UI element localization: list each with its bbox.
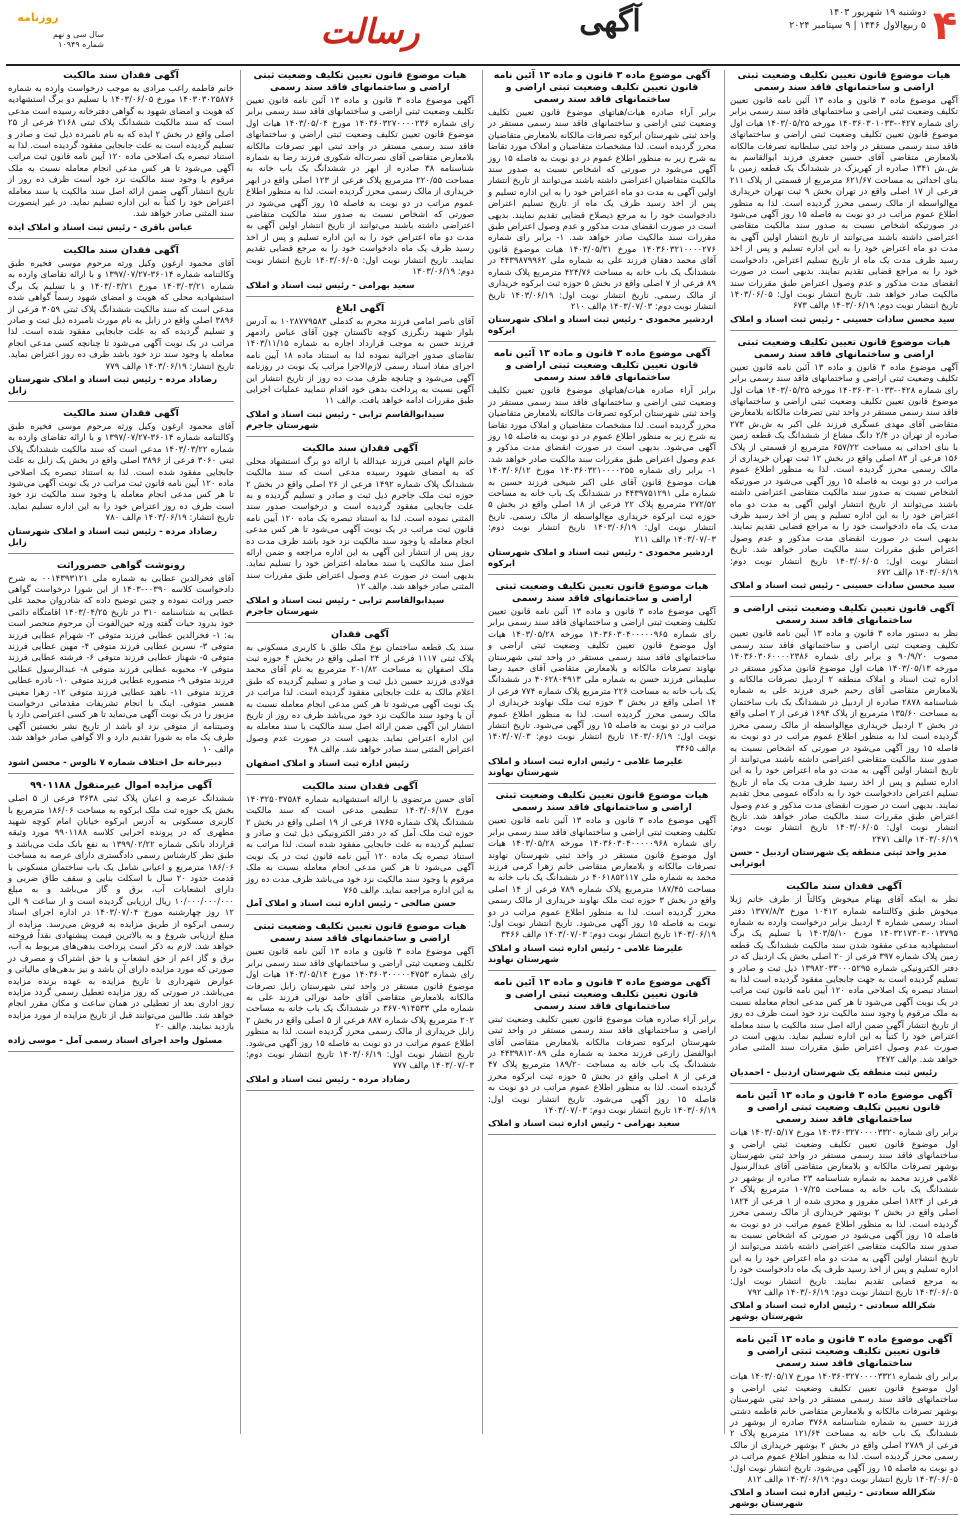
- masthead-divider: [6, 64, 960, 66]
- ad-body: آقای محمود ارغون وکیل ورثه مرحوم موسی فخیره طبق وکالتنامه شماره ۳۶۰۱۴-۱۳۹۷/۰۷/۲۷ و با ارائه تقاضای وارده به شماره ۱۴۰۳/۰۳/۲۲ مدعی است که سند مالکیت ششدانگ پلاک ثبتی ۳۰۶۰ فرعی از ۳۸۹۶ اصلی واقع در بخش یک زابل به علت جابجایی مفقود شده است. لذا به استناد تبصره یک اصلاحی ماده ۱۲۰ آیین نامه قانون ثبت مراتب در یک نوبت آگهی می‌شود تا هر کس مدعی انجام معامله یا وجود سند مالکیت نزد خود است ظرف ده روز اعتراض خود را به این اداره تسلیم نماید. تاریخ انتشار: ۱۴۰۳/۰۶/۱۹ م‌الف ۷۸۰: [8, 421, 234, 524]
- newspaper-logo-text: رسالت: [320, 12, 420, 52]
- ad-body: برابر رای شماره ۱۴۰۳۶۰۳۲۷۰۰۰۰۳۳۲۱ مورخ ۱۴۰۳/۰۵/۱۷ هیات اول موضوع قانون تعیین تکلیف وضعیت ثبتی اراضی و ساختمانهای فاقد سند رسمی مستقر در واحد ثبتی شهرستان بوشهر تصرفات مالکانه و بلامعارض متقاضی خانم فاطمه دشتی فرزند حسین به شماره شناسنامه ۳۷۶۸ صادره از بوشهر در ششدانگ یک باب خانه به مساحت ۱۲۱/۶۴ مترمربع پلاک ۲ فرعی از ۲۷۸۹ اصلی واقع در بخش ۲ بوشهر خریداری از مالک رسمی محرز گردیده است. لذا به منظور اطلاع عموم مراتب در دو نوبت به فاصله ۱۵ روز آگهی می‌شود. تاریخ انتشار نوبت اول: ۱۴۰۳/۰۶/۰۵ تاریخ انتشار نوبت دوم: ۱۴۰۳/۰۶/۱۹ م‌الف ۸۱۲: [730, 1372, 959, 1485]
- ad-body: سند یک قطعه ساختمان نوع ملک طلق با کاربری مسکونی به پلاک ثبتی ۱۱۱۷ فرعی از ۲۴ اصلی واقع در بخش ۴ حوزه ثبت ملک اصفهان به مساحت ۲۰۱/۸۲ مترمربع به نام آقای محمد فولادی فرزند حسین ذیل ثبت و صادر و تسلیم گردیده که طبق اعلام مالک به علت جابجایی مفقود گردیده است. لذا مراتب در یک نوبت آگهی می‌شود تا هر کس مدعی انجام معامله نسبت به آن یا وجود سند مالکیت نزد خود می‌باشد ظرف ده روز از تاریخ انتشار این آگهی ضمن ارائه اصل سند مالکیت یا سند معامله به این اداره اعتراض نماید. بدیهی است در صورت عدم وصول اعتراض المثنی سند صادر خواهد شد. م‌الف ۴۸: [246, 642, 474, 756]
- ad-title: آگهی فقدان سند مالکیت: [302, 442, 418, 454]
- ad-title: آگهی موضوع ماده ۳ قانون و ماده ۱۳ آئین نامه قانون تعیین تکلیف وضعیت ثبتی اراضی و ساختمانهای فاقد سند رسمی: [493, 348, 711, 384]
- page-number: ۴: [932, 3, 958, 49]
- issue-number: شماره ۱۰۹۴۹: [58, 40, 104, 49]
- ad-signature: رئیس ثبت منطقه یک شهرستان اردبیل - احمدیان: [730, 1068, 938, 1079]
- ad-title: آگهی فقدان سند مالکیت: [63, 70, 179, 81]
- ad-column-4: [8, 70, 234, 1434]
- ad-column-1: [730, 70, 959, 1510]
- ad-signature: رضاداد مرده - رئیس ثبت اسناد و املاک شهرستان زابل: [8, 374, 218, 396]
- ad-body: برابر رای شماره ۱۴۰۳۶۰۳۲۷۰۰۰۰۳۳۲۰ مورخ ۱۴۰۳/۰۵/۱۷ هیات اول موضوع قانون تعیین تکلیف وضعیت ثبتی اراضی و ساختمانهای فاقد سند رسمی مستقر در واحد ثبتی شهرستان بوشهر تصرفات مالکانه و بلامعارض متقاضی آقای عبدالرسول غلامی فرزند محمد به شماره شناسنامه ۲۳ صادره از بوشهر در ششدانگ یک باب خانه به مساحت ۱۰۷/۲۵ مترمربع پلاک ۲ فرعی از ۱۸۲۴ اصلی مفروز و مجزی شده از ۱ فرعی از ۱۸۲۴ اصلی واقع در بخش ۲ بوشهر خریداری از مالک رسمی محرز گردیده است. لذا به منظور اطلاع عموم مراتب در دو نوبت به فاصله ۱۵ روز آگهی می‌شود در صورتی که اشخاص نسبت به صدور سند مالکیت متقاضی اعتراضی داشته باشند می‌توانند از تاریخ انتشار اولین آگهی به مدت دو ماه اعتراض خود را به این اداره تسلیم و پس از اخذ رسید ظرف یک ماه دادخواست خود را به مرجع قضایی تقدیم نمایند. تاریخ انتشار نوبت اول: ۱۴۰۳/۰۶/۰۵ تاریخ انتشار نوبت دوم: ۱۴۰۳/۰۶/۱۹ م‌الف ۷۹۲: [730, 1128, 959, 1298]
- column-divider: [240, 70, 241, 1434]
- ad-item: [730, 603, 958, 875]
- ad-body: آگهی موضوع ماده ۳ قانون و ماده ۱۳ آئین نامه قانون تعیین تکلیف وضعیت ثبتی اراضی و ساختمانهای فاقد سند رسمی برابر رای شماره ۰۴۲۷-۱۴۰۳۶۰۳۰۱۰۳۳ مورخه ۱۴۰۳/۰۵/۲۵ هیات اول موضوع قانون تعیین تکلیف وضعیت ثبتی اراضی و ساختمانهای فاقد سند رسمی مستقر در واحد ثبتی سلطانیه تصرفات مالکانه بلامعارض متقاضی آقای حسین جعفری فرزند ابوالقاسم به ش.ش ۱۳۴۱ صادره از کهریزک در ششدانگ یک قطعه زمین با بنای احداثی به مساحت ۶۲۱/۶۷ مترمربع از قسمتی از پلاک ۲۱۱ فرعی از ۱۷ اصلی واقع در تهران بخش ۹ ثبت تهران خریداری مع‌الواسطه از مالک رسمی محرز گردیده است. لذا به منظور اطلاع عموم مراتب در دو نوبت به فاصله ۱۵ روز آگهی می‌شود در صورتیکه اشخاص نسبت به صدور سند مالکیت متقاضی اعتراضی داشته باشند می‌توانند از تاریخ انتشار اولین آگهی به مدت دو ماه اعتراض خود را به این اداره تسلیم و پس از اخذ رسید ظرف مدت یک ماه از تاریخ تسلیم اعتراض، دادخواست خود را به مراجع قضایی تقدیم نمایند. بدیهی است در صورت انقضای مدت مذکور و عدم وصول اعتراض طبق مقررات سند مالکیت صادر خواهد شد. تاریخ انتشار نوبت اول: ۱۴۰۳/۰۶/۰۵ تاریخ انتشار نوبت دوم: ۱۴۰۳/۰۶/۱۹ م‌الف ۶۷۳: [730, 96, 959, 312]
- ad-signature: شکرالله سعادتی - رئیس اداره ثبت اسناد و املاک شهرستان بوشهر: [730, 1301, 936, 1323]
- ad-body: نظر به دستور ماده ۳ قانون و ماده ۱۳ آیین نامه قانون تعیین تکلیف وضعیت ثبتی اراضی و ساختمانهای فاقد سند رسمی مصوب ۹۰/۹/۲۰ و برابر رای شماره ۱۴۰۳۶۰۳۰۶۰۰۰۰۲۳۸۶ مورخه ۱۴۰۳/۰۵/۱۳ هیات اول موضوع قانون مذکور مستقر در اداره ثبت اسناد و املاک منطقه ۲ اردبیل تصرفات مالکانه و بلامعارض متقاضی آقای رحیم خیری فرزند علی به شماره شناسنامه ۲۸۷۸ صادره از اردبیل در ششدانگ یک باب ساختمان به مساحت ۱۳۵/۶۰ مترمربع از پلاک ۱۶۹۴ فرعی از ۲ اصلی واقع در بخش ۲ اردبیل خریداری مع‌الواسطه از مالک رسمی محرز گردیده است لذا به منظور اطلاع عموم مراتب در دو نوبت به فاصله ۱۵ روز آگهی می‌شود در صورتی که اشخاص نسبت به صدور سند مالکیت متقاضی اعتراضی داشته باشند می‌توانند از تاریخ انتشار اولین آگهی به مدت دو ماه اعتراض خود را به این اداره تسلیم و پس از اخذ رسید ظرف مدت یک ماه از تاریخ تسلیم اعتراض دادخواست خود را به دادگاه عمومی محل تقدیم نمایند. بدیهی است در صورت انقضای مدت مذکور و عدم وصول اعتراض طبق مقررات سند مالکیت صادر خواهد شد. تاریخ انتشار نوبت اول: ۱۴۰۳/۰۶/۰۵ تاریخ انتشار نوبت دوم: ۱۴۰۳/۰۶/۱۹ م‌الف ۲۴۷۱: [730, 629, 959, 845]
- ad-body: آگهی موضوع ماده ۳ قانون و ماده ۱۳ آئین نامه قانون تعیین تکلیف وضعیت ثبتی اراضی و ساختمانهای فاقد سند رسمی برابر رای شماره ۱۴۰۳۶۰۳۰۴۰۰۰۰۰۹۶۸ مورخه ۱۴۰۳/۰۵/۲۸ هیات اول موضوع قانون مستقر در واحد ثبتی شهرستان نهاوند تصرفات مالکانه و بلامعارض متقاضی خانم زهرا کرمی فرزند محمد به شماره ملی ۴۰۶۱۸۵۲۱۱۷ در ششدانگ یک باب خانه به مساحت ۱۸۷/۴۵ مترمربع پلاک شماره ۷۸۹ فرعی از ۱۴ اصلی واقع در بخش ۳ حوزه ثبت ملک نهاوند خریداری از مالک رسمی محرز گردیده است. لذا به منظور اطلاع عموم مراتب در دو نوبت به فاصله ۱۵ روز آگهی می‌شود. تاریخ انتشار نوبت اول: ۱۴۰۳/۰۶/۱۹ تاریخ انتشار نوبت دوم: ۱۴۰۳/۰۷/۰۳ م‌الف ۳۴۶۶: [488, 816, 717, 941]
- ad-item: [488, 790, 716, 970]
- ad-title: هیات موضوع قانون تعیین تکلیف وضعیت ثبتی اراضی و ساختمانهای فاقد سند رسمی: [253, 70, 467, 93]
- ad-title: آگهی فقدان سند مالکیت: [63, 407, 179, 419]
- ad-signature: سیدابوالقاسم ترابی - رئیس ثبت اسناد و املاک شهرستان جاجرم: [246, 409, 445, 431]
- ad-title: آگهی مزایده اموال غیرمنقول ۹۹۰۱۱۸۸: [30, 780, 212, 792]
- ad-signature: سعید بهرامی - رئیس ثبت اسناد و املاک: [246, 280, 415, 291]
- ad-body: آگهی موضوع ماده ۳ قانون و ماده ۱۳ آئین نامه قانون تعیین تکلیف وضعیت ثبتی اراضی و ساختمانهای فاقد سند رسمی برابر رای شماره ۱۴۰۳۶۰۳۰۴۰۰۰۰۰۹۶۵ مورخه ۱۴۰۳/۰۵/۲۸ هیات اول موضوع قانون تعیین تکلیف وضعیت ثبتی اراضی و ساختمانهای فاقد سند رسمی مستقر در واحد ثبتی شهرستان نهاوند تصرفات مالکانه و بلامعارض متقاضی آقای حمید رضا سلیمانی فرزند حسن به شماره ملی ۴۰۶۲۸۰۴۹۱۳ در ششدانگ یک باب خانه به مساحت ۲۲۶ مترمربع پلاک شماره ۷۷۴ فرعی از ۱۴ اصلی واقع در بخش ۳ حوزه ثبت ملک نهاوند خریداری از مالک رسمی محرز گردیده است. لذا به منظور اطلاع عموم مراتب در دو نوبت به فاصله ۱۵ روز آگهی می‌شود. تاریخ انتشار نوبت اول: ۱۴۰۳/۰۶/۱۹ تاریخ انتشار نوبت دوم: ۱۴۰۳/۰۷/۰۳ م‌الف ۳۴۶۵: [488, 607, 717, 754]
- ad-item: [730, 70, 958, 331]
- ad-item: [246, 443, 474, 623]
- ad-item: [246, 781, 474, 916]
- ad-column-2: [488, 70, 716, 1434]
- column-divider: [724, 70, 725, 1434]
- ad-title: آگهی فقدان سند مالکیت: [302, 780, 418, 792]
- ad-signature: علیرضا غلامی - رئیس اداره ثبت اسناد و املاک شهرستان نهاوند: [488, 943, 684, 965]
- ad-item: [730, 337, 958, 598]
- ad-item: [488, 977, 716, 1136]
- ad-item: [8, 560, 234, 775]
- ad-signature: سید محسن سادات حسینی - رئیس ثبت اسناد و املاک: [730, 581, 955, 592]
- ad-item: [8, 245, 234, 402]
- column-divider: [482, 70, 483, 1434]
- ad-body: آقای ناصر امامی فرزند محرم به کدملی ۱۰۲۸۷۷۹۵۸۳ به آدرس بلوار شهید رنگرزی کوچه تاکستان چون آقای عباس رادمهر فرزند حسن به موجب قرارداد اجاره به شماره ۱۴۰۳/۱۱/۱۵ تقاضای صدور اجرائیه نموده لذا به استناد ماده ۱۸ آیین نامه اجرای مفاد اسناد رسمی لازم‌الاجرا مراتب یک نوبت در روزنامه آگهی می‌شود و چنانچه ظرف مدت ده روز از تاریخ انتشار این آگهی نسبت به پرداخت بدهی خود اقدام ننمایید عملیات اجرایی طبق مقررات ادامه خواهد یافت. م‌الف ۱۱: [246, 316, 474, 407]
- ad-title: آگهی موضوع ماده ۳ قانون و ماده ۱۳ آئین نامه قانون تعیین تکلیف وضعیت ثبتی اراضی و ساختمانهای فاقد سند رسمی: [493, 70, 711, 105]
- ad-item: [488, 348, 716, 575]
- ad-title: آگهی فقدان سند مالکیت: [786, 881, 902, 893]
- ad-item: [730, 881, 958, 1084]
- ad-signature: اردشیر محمودی - رئیس ثبت اسناد و املاک شهرستان ابرکوه: [488, 315, 714, 337]
- issue-info: [8, 11, 104, 62]
- ad-body: آگهی موضوع ماده ۳ قانون و ماده ۱۳ آئین نامه قانون تعیین تکلیف وضعیت ثبتی اراضی و ساختمانهای فاقد سند رسمی برابر رای شماره ۱۴۰۳۶۰۳۲۷۰۰۰۰۲۳۶ مورخ ۱۴۰۳/۰۵/۰۴ هیات اول موضوع قانون تعیین تکلیف وضعیت ثبتی اراضی و ساختمانهای فاقد سند رسمی مستقر در واحد ثبتی ابهر تصرفات مالکانه بلامعارض متقاضی آقای نصرت‌اله شکوری فرزند رضا به شماره شناسنامه ۳۸ صادره از ابهر در ششدانگ یک باب خانه به مساحت ۲۲۰/۵۵ مترمربع پلاک فرعی از ۱۲۳ اصلی واقع در ابهر خریداری از مالک رسمی محرز گردیده است. لذا به منظور اطلاع عموم مراتب در دو نوبت به فاصله ۱۵ روز آگهی می‌شود در صورتی که اشخاص نسبت به صدور سند مالکیت متقاضی اعتراضی داشته باشند می‌توانند از تاریخ انتشار اولین آگهی به مدت دو ماه اعتراض خود را به این اداره تسلیم و پس از اخذ رسید ظرف یک ماه دادخواست خود را به مرجع قضایی تقدیم نمایند. تاریخ انتشار نوبت اول: ۱۴۰۳/۰۶/۰۵ تاریخ انتشار نوبت دوم: ۱۴۰۳/۰۶/۱۹: [246, 96, 474, 278]
- ad-title: رونوشت گواهی حصروراثت: [56, 559, 186, 571]
- ad-title: آگهی موضوع ماده ۳ قانون و ماده ۱۳ آئین نامه قانون تعیین تکلیف وضعیت ثبتی اراضی و ساختمانهای فاقد سند رسمی: [735, 1090, 953, 1126]
- ad-column-3: [246, 70, 474, 1434]
- ad-signature: رئیس اداره ثبت اسناد و املاک اصفهان: [246, 758, 410, 769]
- ad-signature: رضاداد مرده - رئیس ثبت اسناد و املاک شهرستان زابل: [8, 526, 218, 548]
- ad-signature: دبیرخانه حل اختلاف شماره ۷ تالوس - محسن اشود: [8, 758, 222, 769]
- date-other: ۵ ربیع‌الاول ۱۴۴۶ | ۹ سپتامبر ۲۰۲۴: [789, 20, 926, 31]
- section-title: آگهی: [579, 4, 641, 39]
- ad-title: هیات موضوع قانون تعیین تکلیف وضعیت ثبتی اراضی و ساختمانهای فاقد سند رسمی: [737, 336, 951, 360]
- ad-item: [246, 70, 474, 297]
- ad-title: هیات موضوع قانون تعیین تکلیف وضعیت ثبتی اراضی و ساختمانهای فاقد سند رسمی: [495, 790, 709, 814]
- ad-title: آگهی فقدان سند مالکیت: [63, 244, 179, 256]
- issue-date-block: [686, 6, 926, 32]
- ad-signature: علیرضا غلامی - رئیس اداره ثبت اسناد و املاک شهرستان نهاوند: [488, 757, 684, 779]
- ad-title: آگهی ابلاغ: [335, 302, 385, 314]
- ad-body: آقای حسن مرتضوی با ارائه استشهادیه شماره ۱۴۰۳۲۵۰۳۷۵۸۴ مورخ ۱۴۰۳/۰۶/۱۷ تنظیمی مدعی است که سند مالکیت ششدانگ پلاک شماره ۱۷۶۵ فرعی از ۱۹ اصلی واقع در بخش ۲ حوزه ثبت ملک آمل که در دفتر الکترونیکی ذیل ثبت و صادر و تسلیم گردیده به علت جابجایی مفقود شده است. لذا مراتب به استناد تبصره یک ماده ۱۲۰ آیین نامه قانون ثبت در یک نوبت آگهی می‌شود تا هر کس مدعی انجام معامله نسبت به ملک مرقوم یا وجود سند مالکیت نزد خود می‌باشد ظرف مدت ده روز به این اداره مراجعه نماید. م‌الف ۷۶۵: [246, 794, 474, 896]
- ad-signature: سیدابوالقاسم ترابی - رئیس ثبت اسناد و املاک شهرستان جاجرم: [246, 595, 445, 617]
- ad-signature: رضاداد مرده - رئیس ثبت اسناد و املاک: [246, 1074, 411, 1085]
- ad-item: [730, 1334, 958, 1515]
- ad-signature: مسئول واحد اجرای اسناد رسمی آمل - موسی زاده: [8, 1035, 223, 1046]
- ad-signature: عباس باقری - رئیس ثبت اسناد و املاک ایذه: [8, 222, 193, 233]
- ad-body: برابر آراء صادره هیات/هیاتهای موضوع قانون تعیین تکلیف وضعیت ثبتی اراضی و ساختمانهای فاقد سند رسمی مستقر در واحد ثبتی شهرستان ابرکوه تصرفات مالکانه بلامعارض متقاضیان محرز گردیده است. لذا مشخصات متقاضیان و املاک مورد تقاضا به شرح زیر به منظور اطلاع عموم در دو نوبت به فاصله ۱۵ روز آگهی می‌شود. بدیهی است در صورت انقضای مدت مذکور و عدم وصول اعتراض طبق مقررات سند مالکیت صادر خواهد شد. ۱- برابر رای شماره ۱۴۰۳۶۰۳۲۱۰۰۰۰۲۵۵ مورخ ۱۴۰۳/۰۶/۱۲ هیات موضوع قانون آقای علی اکبر شیخی فرزند حسین به شماره ملی ۴۴۳۹۷۵۱۲۹۱ در ششدانگ یک باب خانه به مساحت ۲۷۲/۵۲ مترمربع پلاک ۲۲ فرعی از ۱۸ اصلی واقع در بخش ۵ حوزه ثبت ابرکوه خریداری مع‌الواسطه از مالک رسمی. تاریخ انتشار نوبت اول: ۱۴۰۳/۰۶/۱۹ تاریخ انتشار نوبت دوم: ۱۴۰۳/۰۷/۰۳ م‌الف ۲۱۱: [488, 386, 717, 545]
- ad-item: [246, 303, 474, 437]
- ad-item: [8, 780, 234, 1052]
- newspaper-logo: [240, 10, 500, 54]
- ad-item: [730, 1090, 958, 1328]
- ad-signature: مدیر واحد ثبتی منطقه یک شهرستان اردبیل - حسن ابوترابی: [730, 848, 947, 870]
- date-persian: دوشنبه ۱۹ شهریور ۱۴۰۳: [828, 7, 926, 18]
- ad-item: [246, 921, 474, 1090]
- masthead: [0, 0, 966, 62]
- ad-body: آقای محمود ارغون وکیل ورثه مرحوم موسی فخیره طبق وکالتنامه شماره ۳۶۰۱۴-۱۳۹۷/۰۷/۲۷ و با ارائه تقاضای وارده به شماره ۱۴۰۳/۰۳/۲۱ مورخ ۱۴۰۳/۰۳/۲۱ و با تسلیم یک برگ استشهادیه محلی که هویت و امضای شهود رسماً گواهی شده مدعی است که سند مالکیت ششدانگ پلاک ثبتی ۳۰۵۹ فرعی از ۳۸۹۶ اصلی واقع در زابل به نام مورث نامبرده ذیل ثبت و صادر و تسلیم گردیده که به علت جابجایی مفقود شده است. لذا مراتب در یک نوبت آگهی می‌شود تا چنانچه کسی مدعی انجام معامله یا وجود سند نزد خود باشد ظرف ده روز اعتراض نماید. تاریخ انتشار: ۱۴۰۳/۰۶/۱۹ م‌الف ۷۷۹: [8, 258, 234, 372]
- ad-signature: اردشیر محمودی - رئیس ثبت اسناد و املاک شهرستان ابرکوه: [488, 548, 714, 569]
- ad-title: آگهی موضوع ماده ۳ قانون و ماده ۱۳ آئین نامه قانون تعیین تکلیف وضعیت ثبتی اراضی و ساختمانهای فاقد سند رسمی: [493, 976, 711, 1012]
- ad-title: آگهی فقدان: [331, 628, 389, 640]
- ad-signature: سید محسن سادات حسینی - رئیس ثبت اسناد و املاک: [730, 314, 955, 325]
- ad-title: هیات موضوع قانون تعیین تکلیف وضعیت ثبتی اراضی و ساختمانهای فاقد سند رسمی: [737, 70, 951, 93]
- ad-body: خانم فاطمه راغب مرادی به موجب درخواست وارده به شماره ۱۴۰۳۰۳۰۲۵۸۷۶ مورخ ۱۴۰۳/۰۶/۰۵ با تسلیم دو برگ استشهادیه که هویت و امضای شهود به گواهی دفترخانه رسیده است مدعی است که سند مالکیت ششدانگ پلاک ثبتی ۲۱۶۸ فرعی از ۲۵ اصلی واقع در بخش ۲ ایذه که به نام نامبرده ذیل ثبت و صادر و تسلیم گردیده است به علت جابجایی مفقود گردیده است. لذا به استناد تبصره یک اصلاحی ماده ۱۲۰ آیین نامه قانون ثبت مراتب آگهی می‌شود تا هر کس مدعی انجام معامله نسبت به ملک مرقوم یا وجود سند مالکیت نزد خود است ظرف ده روز از تاریخ انتشار آگهی ضمن ارائه اصل سند مالکیت یا سند معامله اعتراض خود را کتباً به این اداره تسلیم نماید. در غیر اینصورت سند المثنی صادر خواهد شد.: [8, 84, 234, 220]
- ad-body: برابر آراء صادره هیات/هیاتهای موضوع قانون تعیین تکلیف وضعیت ثبتی اراضی و ساختمانهای فاقد سند رسمی مستقر در واحد ثبتی شهرستان ابرکوه تصرفات مالکانه بلامعارض متقاضیان محرز گردیده است. لذا مشخصات متقاضیان و املاک مورد تقاضا به شرح زیر به منظور اطلاع عموم در دو نوبت به فاصله ۱۵ روز آگهی می‌شود در صورتی که اشخاص نسبت به صدور سند مالکیت متقاضیان اعتراضی داشته باشند می‌توانند از تاریخ انتشار اولین آگهی به مدت دو ماه اعتراض خود را به این اداره تسلیم و پس از اخذ رسید ظرف یک ماه از تاریخ تسلیم اعتراض دادخواست خود را به مرجع ذیصلاح قضایی تقدیم نمایند. بدیهی است در صورت انقضای مدت مذکور و عدم وصول اعتراض طبق مقررات سند مالکیت صادر خواهد شد. ۱- برابر رای شماره ۱۴۰۳۶۰۳۲۱۰۰۰۰۲۷۶ مورخ ۱۴۰۳/۰۵/۳۱ هیات موضوع قانون آقای محمد دهقان فرزند علی به شماره ملی ۴۴۳۹۸۷۹۹۶۲ در ششدانگ یک باب خانه به مساحت ۴۲۴/۷۶ مترمربع پلاک شماره ۸۹ فرعی از ۷ اصلی واقع در بخش ۵ حوزه ثبت ابرکوه خریداری از مالک رسمی. تاریخ انتشار نوبت اول: ۱۴۰۳/۰۶/۱۹ تاریخ انتشار نوبت دوم: ۱۴۰۳/۰۷/۰۳ م‌الف ۲۱۰: [487, 108, 717, 312]
- corner-logo: روزنامه: [17, 11, 59, 24]
- ad-item: [488, 581, 716, 784]
- ad-item: [488, 70, 716, 342]
- issue-year: سال سی و نهم: [52, 30, 104, 39]
- ad-body: برابر آراء صادره هیات موضوع قانون تعیین تکلیف وضعیت ثبتی اراضی و ساختمانهای فاقد سند رسمی مستقر در واحد ثبتی شهرستان ابرکوه تصرفات مالکانه بلامعارض متقاضی آقای ابوالفضل زارعی فرزند محمد به شماره ملی ۴۴۳۹۸۱۲۰۸۹ در ششدانگ یک باب خانه به مساحت ۱۸۹/۲۰ مترمربع پلاک ۴۷ فرعی از ۸ اصلی واقع در بخش ۵ حوزه ثبت ابرکوه محرز گردیده است. لذا به منظور اطلاع عموم مراتب در دو نوبت به فاصله ۱۵ روز آگهی می‌شود. تاریخ انتشار نوبت اول: ۱۴۰۳/۰۶/۱۹ تاریخ انتشار نوبت دوم: ۱۴۰۳/۰۷/۰۳: [488, 1014, 716, 1116]
- ad-item: [246, 629, 474, 775]
- ad-signature: سعید بهرامی - رئیس اداره ثبت اسناد و املاک: [488, 1119, 680, 1130]
- ad-title: هیات موضوع قانون تعیین تکلیف وضعیت ثبتی اراضی و ساختمانهای فاقد سند رسمی: [253, 921, 467, 945]
- ad-body: آگهی موضوع ماده ۳ قانون و ماده ۱۳ آئین نامه قانون تعیین تکلیف وضعیت ثبتی اراضی و ساختمانهای فاقد سند رسمی برابر رای شماره ۱۴۰۳۶۰۳۰۰۰۰۰۴۷۵۳ مورخ ۱۴۰۳/۰۵/۱۴ هیات اول موضوع قانون مستقر در واحد ثبتی شهرستان زابل تصرفات مالکانه بلامعارض متقاضی آقای حامد نورائی فرزند علی به شماره ملی ۳۶۷۰۹۱۴۵۳۳ در ششدانگ یک باب خانه به مساحت ۲۰۲ مترمربع پلاک شماره ۸۸۷ فرعی از ۵ اصلی واقع در بخش ۲ زابل خریداری از مالک رسمی محرز گردیده است. لذا به منظور اطلاع عموم مراتب در دو نوبت به فاصله ۱۵ روز آگهی می‌شود. تاریخ انتشار نوبت اول: ۱۴۰۳/۰۶/۱۹ تاریخ انتشار نوبت دوم: ۱۴۰۳/۰۷/۰۳ م‌الف ۷۷۷: [246, 947, 474, 1072]
- ad-body: نظر به اینکه آقای بهنام میخوش وکالتاً از طرف خانم ژیلا میخوش طبق وکالتنامه شماره ۱۰۴۱۲ مورخ ۱۳۷۷/۸/۳ دفتر اسناد رسمی شماره ۴ اردبیل برابر درخواست وارده به شماره ۱۴۰۳۲۱۷۳۰۳۰۰۱۳۷۹۵ مورخ ۱۴۰۳/۵/۱۰ با تسلیم یک برگ استشهادیه مدعی مفقود شدن سند مالکیت ششدانگ یک قطعه زمین پلاک شماره ۳۹۷ فرعی از ۲۰ اصلی بخش یک اردبیل که در دفتر الکترونیکی شماره ۱۳۹۸۲۰۳۳۰۰۰۵۲۹۵ ذیل ثبت و صادر و تسلیم گردیده است به جهت جابجایی مفقود گردیده است لذا به استناد تبصره یک اصلاحی ماده ۱۲۰ آیین نامه قانون ثبت مراتب در یک نوبت آگهی می‌شود تا هر کس مدعی انجام معامله نسبت به ملک مرقوم یا وجود سند مالکیت نزد خود است ظرف ده روز از تاریخ انتشار آگهی ضمن ارائه اصل سند مالکیت یا سند معامله اعتراض خود را کتباً به این اداره تسلیم نماید. بدیهی است در صورت عدم وصول اعتراض طبق مقررات سند المثنی صادر خواهد شد. م‌الف ۲۴۷۲: [730, 895, 958, 1065]
- ad-body: آقای فخرالدین عطایی به شماره ملی ۰۰۱۴۳۹۳۱۲۱ به شرح دادخواست کلاسه ۰۰۳۹۰-۱۴۰۳ از این شورا درخواست گواهی حصر وراثت نموده و چنین توضیح داده که شادروان محمد علی عطایی به شناسنامه ۳۱۰ در تاریخ ۱۴۰۳/۰۴/۲۵ اقامتگاه دائمی خود بدرود حیات گفته ورثه حین‌الفوت آن مرحوم منحصر است به: ۱- فخرالدین عطایی فرزند متوفی ۲- شهرام عطایی فرزند متوفی ۳- نسرین عطایی فرزند متوفی ۴- مهین عطایی فرزند متوفی ۵- شهناز عطایی فرزند متوفی ۶- فرشته عطایی فرزند متوفی ۷- محبوبه عطایی فرزند متوفی ۸- عبدالرسول عطایی فرزند متوفی ۹- منصوره عطایی فرزند متوفی ۱۰- نادره عطایی فرزند متوفی ۱۱- ناهید عطایی فرزند متوفی ۱۲- زهرا معینی همسر متوفی. اینک با انجام تشریفات مقدماتی درخواست مزبور را در یک نوبت آگهی می‌نماید تا هر کسی اعتراضی دارد یا وصیتنامه از متوفی نزد او باشد از تاریخ نشر نخستین آگهی ظرف یک ماه به شورا تقدیم دارد و الا گواهی صادر خواهد شد. م‌الف ۱۰: [8, 573, 235, 755]
- ad-body: ششدانگ عرصه و اعیان پلاک ثبتی ۳۶۳۸ فرعی از ۵ اصلی بخش یک حوزه ثبت ملک ابرکوه به مساحت ۱۸۶/۰۶ مترمربع با کاربری مسکونی به آدرس ابرکوه خیابان امام کوچه شهید مطهری که در پرونده اجرایی کلاسه ۹۹۰۱۱۸۸ مورد وثیقه قرارداد بانکی شماره ۱۳۹۹/۰۲/۲۲ به نفع بانک ملت می‌باشد و طبق نظر کارشناس رسمی دادگستری دارای عرصه به مساحت ۱۸۶/۰۶ مترمربع و اعیانی شامل یک باب ساختمان مسکونی با قدمت حدود ۲۰ سال با اسکلت بنایی و سقف طاق ضربی و دارای انشعابات آب، برق و گاز می‌باشد و به مبلغ ۱۰/۰۰۰/۰۰۰/۰۰۰ ریال ارزیابی گردیده است و از ساعت ۹ الی ۱۲ روز چهارشنبه مورخ ۱۴۰۳/۰۷/۰۴ در اداره اجرای اسناد رسمی ابرکوه از طریق مزایده به فروش می‌رسد. مزایده از مبلغ ارزیابی شروع و به بالاترین قیمت پیشنهادی نقداً فروخته خواهد شد. لازم به ذکر است پرداخت بدهی‌های مربوط به آب، برق و گاز اعم از حق انشعاب و یا حق اشتراک و مصرف در صورتی که مورد مزایده دارای آن باشد و نیز بدهی‌های مالیاتی و عوارض شهرداری تا تاریخ مزایده به عهده برنده مزایده می‌باشد. در صورتی که روز مزایده تعطیل رسمی گردد مزایده روز اداری بعد از تعطیلی در همان ساعت و مکان مقرر انجام خواهد شد. طالبین می‌توانند قبل از تاریخ مزایده از مورد مزایده بازدید نمایند. م‌الف ۲۰: [8, 794, 235, 1033]
- ad-item: [8, 70, 234, 239]
- ad-item: [8, 408, 234, 554]
- ad-signature: حسن صالحی - رئیس اداره ثبت اسناد و املاک آمل: [246, 899, 457, 910]
- ad-body: آگهی موضوع ماده ۳ قانون و ماده ۱۳ آئین نامه قانون تعیین تکلیف وضعیت ثبتی اراضی و ساختمانهای فاقد سند رسمی برابر رای شماره ۰۴۲۸-۱۴۰۳۶۰۳۰۱۰۳۳ مورخه ۱۴۰۳/۰۵/۲۵ هیات اول موضوع قانون تعیین تکلیف وضعیت ثبتی اراضی و ساختمانهای فاقد سند رسمی مستقر در واحد ثبتی تصرفات مالکانه بلامعارض متقاضی آقای مهدی عسگری فرزند علی اکبر به ش.ش ۲۷۳ صادره از تهران در ۲/۴ دانگ مشاع از ششدانگ یک قطعه زمین با بنای احداثی به مساحت ۶۵۷/۲۲ مترمربع از قسمتی از پلاک ۱۵۶ فرعی از ۸۳ اصلی واقع در بخش ۱۲ ثبت تهران خریداری از مالک رسمی محرز گردیده است. لذا به منظور اطلاع عموم مراتب در دو نوبت به فاصله ۱۵ روز آگهی می‌شود در صورتیکه اشخاص نسبت به صدور سند مالکیت متقاضی اعتراضی داشته باشند می‌توانند از تاریخ انتشار اولین آگهی به مدت دو ماه اعتراض خود را به این اداره تسلیم و پس از اخذ رسید ظرف مدت یک ماه دادخواست خود را به مراجع قضایی تقدیم نمایند. بدیهی است در صورت انقضای مدت مذکور و عدم وصول اعتراض طبق مقررات سند مالکیت صادر خواهد شد. تاریخ انتشار نوبت اول: ۱۴۰۳/۰۶/۰۵ تاریخ انتشار نوبت دوم: ۱۴۰۳/۰۶/۱۹ م‌الف ۶۷۲: [730, 362, 959, 579]
- ad-title: آگهی قانون تعیین تکلیف وضعیت ثبتی اراضی و ساختمانهای فاقد سند رسمی: [733, 603, 955, 627]
- ad-signature: شکرالله سعادتی - رئیس اداره ثبت اسناد و املاک شهرستان بوشهر: [730, 1488, 936, 1510]
- ad-title: هیات موضوع قانون تعیین تکلیف وضعیت ثبتی اراضی و ساختمانهای فاقد سند رسمی: [495, 581, 709, 604]
- ad-body: خانم الهام امینی فرزند عبدالله با ارائه دو برگ استشهاد محلی که به امضای شهود رسیده مدعی است که سند مالکیت ششدانگ پلاک شماره ۱۴۹۲ فرعی از ۲۶ اصلی واقع در بخش ۲ حوزه ثبت ملک جاجرم ذیل ثبت و صادر و تسلیم گردیده و به علت جابجایی مفقود گردیده است و درخواست صدور سند المثنی نموده است. لذا به استناد تبصره یک ماده ۱۲۰ آیین نامه قانون ثبت مراتب در یک نوبت آگهی می‌شود تا هر کس مدعی انجام معامله یا وجود سند مالکیت نزد خود باشد ظرف مدت ده روز پس از انتشار این آگهی به این اداره مراجعه و ضمن ارائه اصل سند مالکیت یا سند معامله اعتراض خود را تسلیم نماید. بدیهی است در صورت عدم وصول اعتراض طبق مقررات سند المثنی صادر خواهد شد. م‌الف ۱۲: [246, 456, 474, 593]
- ad-title: آگهی موضوع ماده ۳ قانون و ماده ۱۳ آئین نامه قانون تعیین تکلیف وضعیت ثبتی اراضی و ساختمانهای فاقد سند رسمی: [735, 1334, 953, 1370]
